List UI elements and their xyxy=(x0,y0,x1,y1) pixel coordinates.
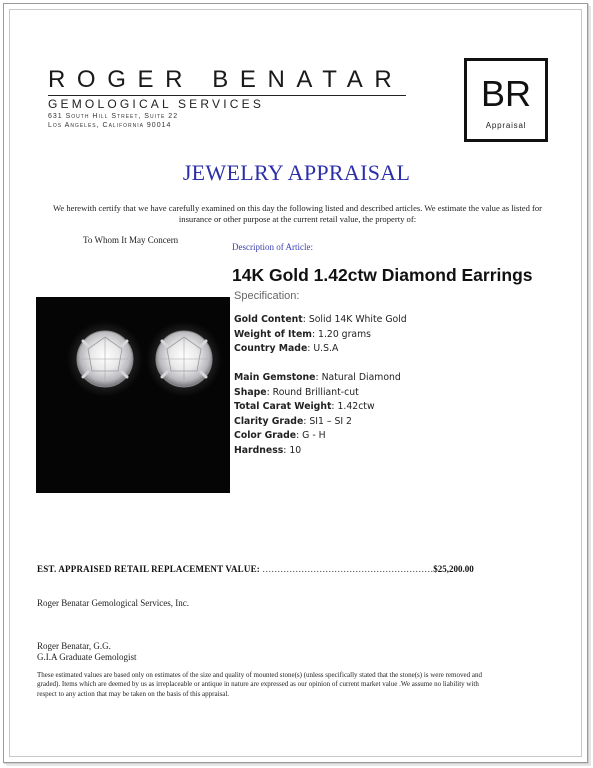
company-subtitle: GEMOLOGICAL SERVICES xyxy=(48,97,265,111)
logo-label: Appraisal xyxy=(485,121,527,130)
value-leader-dots: ………………………………………………… xyxy=(262,564,434,574)
earrings-photo xyxy=(36,297,230,493)
certification-line-2: insurance or other purpose at the current retail value, the property of: xyxy=(178,214,417,224)
document-title: JEWELRY APPRAISAL xyxy=(182,160,411,185)
spec-row: Shape: Round Brilliant-cut xyxy=(234,386,359,398)
company-address-line1: 631 South Hill Street, Suite 22 xyxy=(48,113,179,120)
appraised-value-amount: $25,200.00 xyxy=(433,564,474,574)
signer-name: Roger Benatar, G.G. xyxy=(37,641,111,651)
footer-company-name: Roger Benatar Gemological Services, Inc. xyxy=(37,598,189,608)
spec-row: Weight of Item: 1.20 grams xyxy=(234,328,372,340)
item-title: 14K Gold 1.42ctw Diamond Earrings xyxy=(232,265,533,285)
left-diamond-icon xyxy=(67,321,143,397)
spec-row: Gold Content: Solid 14K White Gold xyxy=(234,314,407,325)
certification-line-1: We herewith certify that we have carefully examined on this day the following listed and described articles. We estimate the value as listed for xyxy=(52,203,543,213)
metal-specs xyxy=(234,313,407,357)
specification-label: Specification: xyxy=(234,290,300,302)
disclaimer: These estimated values are based only on estimates of the size and quality of mounted stone(s) (unless specifically stated that the stone(s) is were removed and graded). Items which are deemed by us as irreplaceable or antique in nature are expressed as our opinion of current market value .We assume no liability with respect to any action that may be taken on the basis of this appraisal. xyxy=(37,671,482,698)
spec-row: Hardness: 10 xyxy=(234,444,302,456)
logo-monogram: BR xyxy=(481,75,531,111)
appraisal-logo xyxy=(464,58,548,142)
diamond-earrings-image xyxy=(36,297,230,493)
spec-row: Clarity Grade: SI1 – SI 2 xyxy=(234,415,352,427)
signer-title: G.I.A Graduate Gemologist xyxy=(37,652,137,662)
br-monogram-icon xyxy=(481,75,531,111)
appraised-value-line xyxy=(37,564,474,574)
spec-row: Color Grade: G - H xyxy=(234,430,326,441)
certification-text xyxy=(40,203,555,225)
recipient: To Whom It May Concern xyxy=(83,235,179,245)
spec-row: Main Gemstone: Natural Diamond xyxy=(234,372,401,383)
company-address-line2: Los Angeles, California 90014 xyxy=(48,122,172,129)
appraised-value-label: EST. APPRAISED RETAIL REPLACEMENT VALUE: xyxy=(37,564,260,574)
spec-row: Total Carat Weight: 1.42ctw xyxy=(234,401,375,412)
gemstone-specs xyxy=(234,371,401,458)
company-name: ROGER BENATAR xyxy=(48,66,404,93)
right-diamond-icon xyxy=(146,321,222,397)
spec-row: Country Made: U.S.A xyxy=(234,343,339,354)
description-label: Description of Article: xyxy=(232,242,313,252)
company-name-rule xyxy=(48,95,406,96)
